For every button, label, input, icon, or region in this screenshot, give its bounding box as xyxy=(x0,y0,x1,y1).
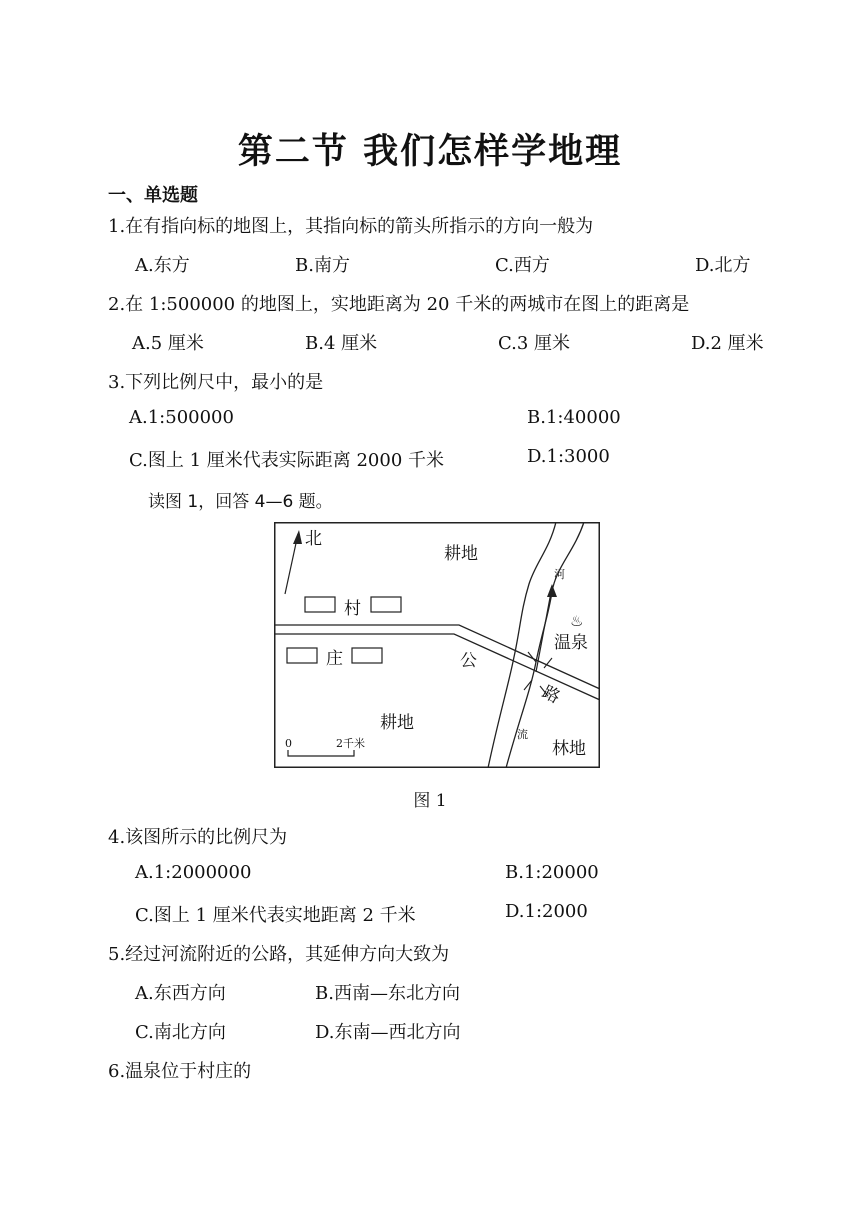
question-3-option-d: D.1:3000 xyxy=(527,446,610,467)
question-2-option-a: A.5 厘米 xyxy=(132,333,204,354)
figure-intro: 读图 1，回答 4—6 题。 xyxy=(148,492,333,512)
question-5-option-d: D.东南—西北方向 xyxy=(315,1022,461,1043)
river-label-liu: 流 xyxy=(517,728,528,741)
question-5-option-c: C.南北方向 xyxy=(135,1022,226,1043)
road-label-lu: 路 xyxy=(538,682,564,708)
question-5-stem: 5.经过河流附近的公路，其延伸方向大致为 xyxy=(108,944,450,965)
farmland-label-top: 耕地 xyxy=(444,544,478,564)
map-frame xyxy=(275,523,600,768)
scale-zero-label: 0 xyxy=(285,737,292,750)
question-4-option-b: B.1:20000 xyxy=(505,862,599,883)
village-house-4 xyxy=(352,648,382,663)
question-4-option-d: D.1:2000 xyxy=(505,901,588,922)
question-2-option-c: C.3 厘米 xyxy=(498,333,571,354)
farmland-label-bottom: 耕地 xyxy=(380,713,414,733)
question-2-option-b: B.4 厘米 xyxy=(305,333,378,354)
question-3-option-b: B.1:40000 xyxy=(527,407,621,428)
question-1-option-a: A.东方 xyxy=(135,255,190,276)
question-5-option-a: A.东西方向 xyxy=(135,983,226,1004)
page-title: 第二节 我们怎样学地理 xyxy=(237,132,623,172)
figure-1-map xyxy=(274,522,600,768)
hotspring-icon: ♨ xyxy=(570,612,584,630)
question-1-option-c: C.西方 xyxy=(495,255,550,276)
question-3-option-a: A.1:500000 xyxy=(129,407,234,428)
question-1-option-b: B.南方 xyxy=(295,255,350,276)
question-2-option-d: D.2 厘米 xyxy=(691,333,764,354)
village-label-cun: 村 xyxy=(344,599,361,619)
forest-label: 林地 xyxy=(552,739,586,759)
road-label-gong: 公 xyxy=(460,651,477,671)
village-house-3 xyxy=(287,648,317,663)
question-3-stem: 3.下列比例尺中，最小的是 xyxy=(108,372,324,393)
section-heading: 一、单选题 xyxy=(108,185,198,206)
question-5-option-b: B.西南—东北方向 xyxy=(315,983,460,1004)
question-4-option-c: C.图上 1 厘米代表实地距离 2 千米 xyxy=(135,905,416,926)
village-house-2 xyxy=(371,597,401,612)
north-label: 北 xyxy=(305,529,322,549)
question-1-option-d: D.北方 xyxy=(695,255,751,276)
figure-caption: 图 1 xyxy=(413,791,447,811)
question-4-option-a: A.1:2000000 xyxy=(135,862,252,883)
village-house-1 xyxy=(305,597,335,612)
scale-length-label: 2千米 xyxy=(336,737,365,750)
question-2-stem: 2.在 1:500000 的地图上，实地距离为 20 千米的两城市在图上的距离是 xyxy=(108,294,690,315)
question-6-stem: 6.温泉位于村庄的 xyxy=(108,1061,252,1082)
village-label-zhuang: 庄 xyxy=(326,649,343,669)
question-1-stem: 1.在有指向标的地图上，其指向标的箭头所指示的方向一般为 xyxy=(108,216,594,237)
question-4-stem: 4.该图所示的比例尺为 xyxy=(108,827,288,848)
river-label-he: 河 xyxy=(554,568,565,581)
question-3-option-c: C.图上 1 厘米代表实际距离 2000 千米 xyxy=(129,450,444,471)
hotspring-label: 温泉 xyxy=(554,633,588,653)
